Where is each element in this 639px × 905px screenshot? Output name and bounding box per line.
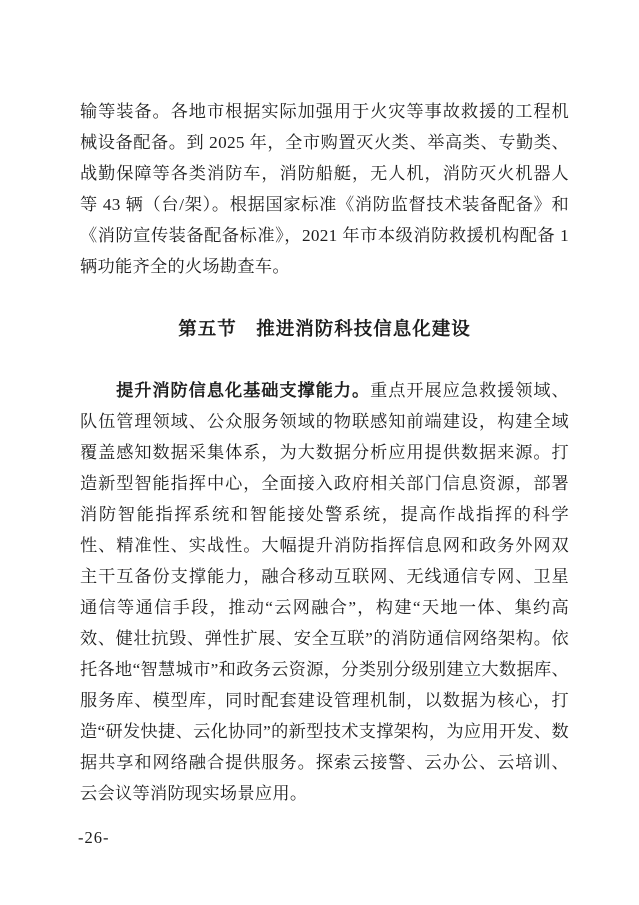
paragraph-lead-bold: 提升消防信息化基础支撑能力。 [116,381,371,400]
paragraph-body-text: 重点开展应急救援领域、队伍管理领域、公众服务领域的物联感知前端建设，构建全域覆盖感知数据采集体系，为大数据分析应用提供数据来源。打造新型智能指挥中心，全面接入政府相关部门信息资源，部署消防智能指挥系统和智能接处警系统，提高作战指挥的科学性、精准性、实战性。大幅提升消防指挥信息网和政务外网双主干互备份支撑能力，融合移动互联网、无线通信专网、卫星通信等通信手段，推动“云网融合”，构建“天地一体、集约高效、健壮抗毁、弹性扩展、安全互联”的消防通信网络架构。依托各地“智慧城市”和政务云资源，分类别分级别建立大数据库、服务库、模型库，同时配套建设管理机制，以数据为核心，打造“研发快捷、云化协同”的新型技术支撑架构，为应用开发、数据共享和网络融合提供服务。探索云接警、云办公、云培训、云会议等消防现实场景应用。 [80,381,569,803]
page-number: -26- [78,828,110,847]
section-heading: 第五节 推进消防科技信息化建设 [178,320,471,340]
paragraph-informatization [80,375,569,809]
paragraph-equipment-continuation: 输等装备。各地市根据实际加强用于火灾等事故救援的工程机械设备配备。到 2025 年，全市购置灭火类、举高类、专勤类、战勤保障等各类消防车，消防船艇，无人机，消防灭火机器人等 43 辆（台/架）。根据国家标准《消防监督技术装备配备》和《消防宣传装备配备标准》，2021 年市本级消防救援机构配备 1 辆功能齐全的火场勘查车。 [80,102,569,276]
document-text-block [80,96,569,809]
